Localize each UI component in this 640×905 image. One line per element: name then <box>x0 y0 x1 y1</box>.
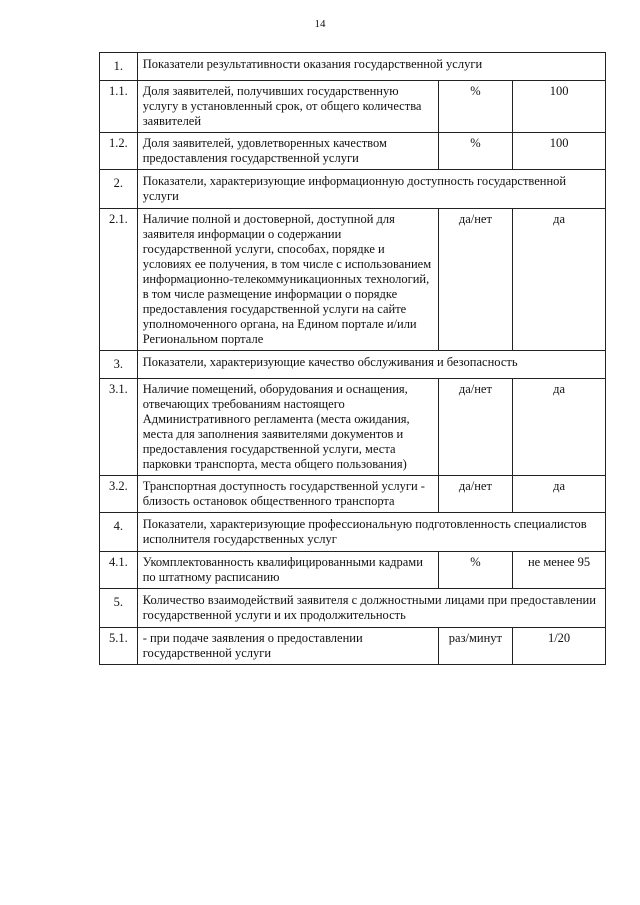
row-number: 1.2. <box>100 133 138 170</box>
row-number: 3.2. <box>100 476 138 513</box>
row-number: 1.1. <box>100 81 138 133</box>
table-row-2-1 <box>100 209 606 351</box>
section-title: Показатели результативности оказания государственной услуги <box>137 53 605 81</box>
table-row-4-1 <box>100 552 606 589</box>
indicator-unit: да/нет <box>438 476 512 513</box>
indicator-value: 1/20 <box>513 628 606 665</box>
table-row-5-1 <box>100 628 606 665</box>
indicator-unit: % <box>438 552 512 589</box>
indicator-unit: раз/минут <box>438 628 512 665</box>
table-row-1-1 <box>100 81 606 133</box>
row-number: 3. <box>100 351 138 379</box>
section-title: Показатели, характеризующие качество обслуживания и безопасность <box>137 351 605 379</box>
table-row-section-1 <box>100 53 606 81</box>
table-row-3-1 <box>100 379 606 476</box>
indicator-description: - при подаче заявления о предоставлении государственной услуги <box>137 628 438 665</box>
page-number: 14 <box>314 18 326 30</box>
indicator-description: Доля заявителей, удовлетворенных качеством предоставления государственной услуги <box>137 133 438 170</box>
row-number: 4. <box>100 513 138 552</box>
table-row-section-5 <box>100 589 606 628</box>
indicator-unit: да/нет <box>438 379 512 476</box>
indicator-description: Наличие помещений, оборудования и оснащения, отвечающих требованиям настоящего Административного регламента (места ожидания, места для заполнения заявителями документов и предоставления государственной услуги, места парковки транспорта, места общего пользования) <box>137 379 438 476</box>
indicator-description: Доля заявителей, получивших государственную услугу в установленный срок, от общего количества заявителей <box>137 81 438 133</box>
indicator-value: да <box>513 476 606 513</box>
row-number: 4.1. <box>100 552 138 589</box>
indicator-unit: % <box>438 81 512 133</box>
indicator-description: Транспортная доступность государственной услуги - близость остановок общественного транспорта <box>137 476 438 513</box>
section-title: Показатели, характеризующие информационную доступность государственной услуги <box>137 170 605 209</box>
row-number: 2.1. <box>100 209 138 351</box>
indicator-description: Наличие полной и достоверной, доступной для заявителя информации о содержании государственной услуги, способах, порядке и условиях ее получения, в том числе с использованием информационно-телекоммуникационных технологий, в том числе размещение информации о порядке предоставления государственной услуги на сайте уполномоченного органа, на Едином портале и/или Региональном портале <box>137 209 438 351</box>
indicator-value: не менее 95 <box>513 552 606 589</box>
table-row-section-2 <box>100 170 606 209</box>
table-row-1-2 <box>100 133 606 170</box>
indicator-value: 100 <box>513 81 606 133</box>
table-row-section-4 <box>100 513 606 552</box>
indicator-unit: % <box>438 133 512 170</box>
row-number: 5.1. <box>100 628 138 665</box>
row-number: 1. <box>100 53 138 81</box>
row-number: 3.1. <box>100 379 138 476</box>
table-row-3-2 <box>100 476 606 513</box>
indicator-value: 100 <box>513 133 606 170</box>
indicators-table <box>99 52 606 665</box>
indicator-value: да <box>513 209 606 351</box>
section-title: Показатели, характеризующие профессиональную подготовленность специалистов исполнителя государственных услуг <box>137 513 605 552</box>
section-title: Количество взаимодействий заявителя с должностными лицами при предоставлении государственной услуги и их продолжительность <box>137 589 605 628</box>
indicator-description: Укомплектованность квалифицированными кадрами по штатному расписанию <box>137 552 438 589</box>
table-row-section-3 <box>100 351 606 379</box>
indicator-unit: да/нет <box>438 209 512 351</box>
indicator-value: да <box>513 379 606 476</box>
row-number: 5. <box>100 589 138 628</box>
row-number: 2. <box>100 170 138 209</box>
